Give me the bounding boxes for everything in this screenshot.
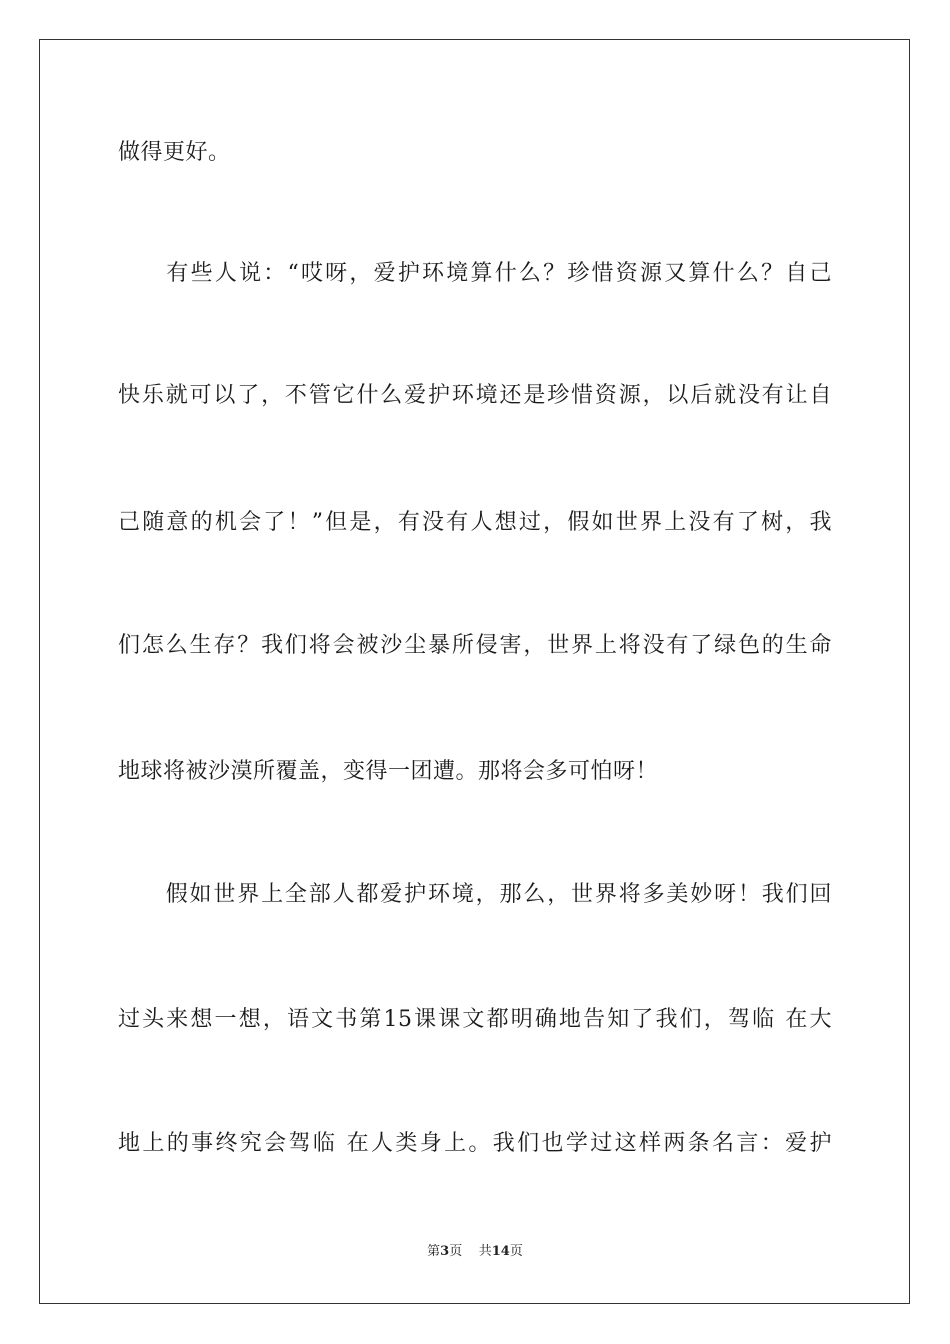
paragraph-line-3: 快乐就可以了，不管它什么爱护环境还是珍惜资源，以后就没有让自 [118,383,832,408]
page-footer [0,1243,950,1261]
paragraph-line-2: 有些人说：“哎呀，爱护环境算什么？珍惜资源又算什么？自己 [118,261,832,286]
paragraph-line-7: 假如世界上全部人都爱护环境，那么，世界将多美妙呀！我们回 [118,882,832,907]
paragraph-line-4: 己随意的机会了！”但是，有没有人想过，假如世界上没有了树，我 [118,510,832,535]
paragraph-line-6: 地球将被沙漠所覆盖，变得一团遭。那将会多可怕呀！ [118,759,659,784]
paragraph-line-9: 地上的事终究会驾临 在人类身上。我们也学过这样两条名言：爱护 [118,1131,832,1156]
page-border [39,39,910,1304]
footer-total-number: 14 [491,1244,510,1259]
footer-page-prefix: 第 [427,1244,441,1259]
paragraph-line-1: 做得更好。 [118,140,231,165]
footer-page-suffix: 页 [449,1244,463,1259]
footer-total-suffix: 页 [509,1244,523,1259]
footer-page-number: 3 [440,1244,450,1259]
footer-total-prefix: 共 [478,1244,492,1259]
paragraph-line-5: 们怎么生存？我们将会被沙尘暴所侵害，世界上将没有了绿色的生命 [118,633,832,658]
paragraph-line-8: 过头来想一想，语文书第15课课文都明确地告知了我们，驾临 在大 [118,1007,832,1032]
